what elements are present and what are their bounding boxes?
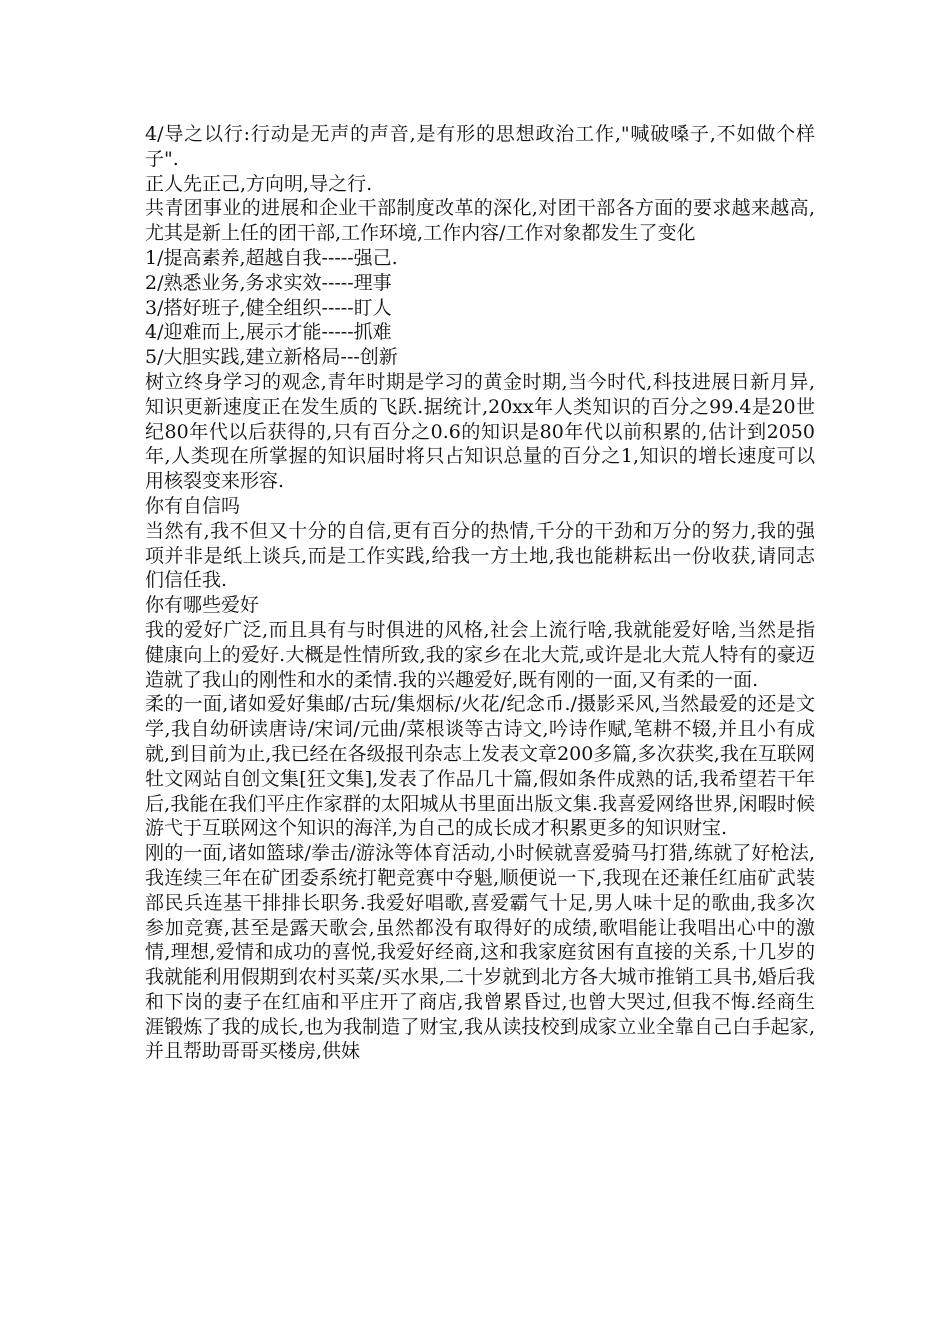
paragraph-youth-league-reform: 共青团事业的进展和企业干部制度改革的深化,对团干部各方面的要求越来越高,尤其是新上任的团干部,工作环境,工作内容/工作对象都发生了变化 (145, 197, 815, 245)
list-item-5: 5/大胆实践,建立新格局---创新 (145, 346, 398, 369)
list-item-1: 1/提高素养,超越自我-----强己. (145, 246, 398, 269)
list-item-2: 2/熟悉业务,务求实效-----理事 (145, 271, 392, 294)
document-page (145, 122, 815, 1064)
question-confidence: 你有自信吗 (145, 494, 241, 517)
paragraph-lifelong-learning: 树立终身学习的观念,青年时期是学习的黄金时期,当今时代,科技进展日新月异,知识更新速度正在发生质的飞跃.据统计,20xx年人类知识的百分之99.4是20世纪80年代以后获得的,只有百分之0.6的知识是80年代以前积累的,估计到2050年,人类现在所掌握的知识届时将只占知识总量的百分之1,知识的增长速度可以用核裂变来形容. (145, 370, 815, 493)
paragraph-hard-side: 刚的一面,诸如篮球/拳击/游泳等体育活动,小时候就喜爱骑马打猎,练就了好枪法,我连续三年在矿团委系统打靶竞赛中夺魁,顺便说一下,我现在还兼任红庙矿武装部民兵连基干排排长职务.我爱好唱歌,喜爱霸气十足,男人味十足的歌曲,我多次参加竞赛,甚至是露天歌会,虽然都没有取得好的成绩,歌唱能让我唱出心中的激情,理想,爱情和成功的喜悦,我爱好经商,这和我家庭贫困有直接的关系,十几岁的我就能利用假期到农村买菜/买水果,二十岁就到北方各大城市推销工具书,婚后我和下岗的妻子在红庙和平庄开了商店,我曾累昏过,也曾大哭过,但我不悔.经商生涯锻炼了我的成长,也为我制造了财宝,我从读技校到成家立业全靠自己白手起家,并且帮助哥哥买楼房,供妹 (145, 842, 815, 1063)
paragraph-lead-by-example: 正人先正己,方向明,导之行. (145, 172, 373, 195)
answer-hobbies: 我的爱好广泛,而且具有与时俱进的风格,社会上流行啥,我就能爱好啥,当然是指健康向上的爱好.大概是性情所致,我的家乡在北大荒,或许是北大荒人特有的豪迈造就了我山的刚性和水的柔情.我的兴趣爱好,既有刚的一面,又有柔的一面. (145, 618, 815, 691)
answer-confidence: 当然有,我不但又十分的自信,更有百分的热情,千分的干劲和万分的努力,我的强项并非是纸上谈兵,而是工作实践,给我一方土地,我也能耕耘出一份收获,请同志们信任我. (145, 519, 815, 592)
question-hobbies: 你有哪些爱好 (145, 594, 260, 617)
list-item-4: 4/迎难而上,展示才能-----抓难 (145, 321, 392, 344)
paragraph-guide-by-action: 4/导之以行:行动是无声的声音,是有形的思想政治工作,"喊破嗓子,不如做个样子". (145, 123, 815, 170)
paragraph-soft-side: 柔的一面,诸如爱好集邮/古玩/集烟标/火花/纪念币./摄影采风,当然最爱的还是文学,我自幼研读唐诗/宋词/元曲/菜根谈等古诗文,吟诗作赋,笔耕不辍,并且小有成就,到目前为止,我已经在各级报刊杂志上发表文章200多篇,多次获奖,我在互联网牡文网站自创文集[狂文集],发表了作品几十篇,假如条件成熟的话,我希望若干年后,我能在我们平庄作家群的太阳城从书里面出版文集.我喜爱网络世界,闲暇时候游弋于互联网这个知识的海洋,为自己的成长成才积累更多的知识财宝. (145, 693, 815, 840)
list-item-3: 3/搭好班子,健全组织-----盯人 (145, 296, 392, 319)
